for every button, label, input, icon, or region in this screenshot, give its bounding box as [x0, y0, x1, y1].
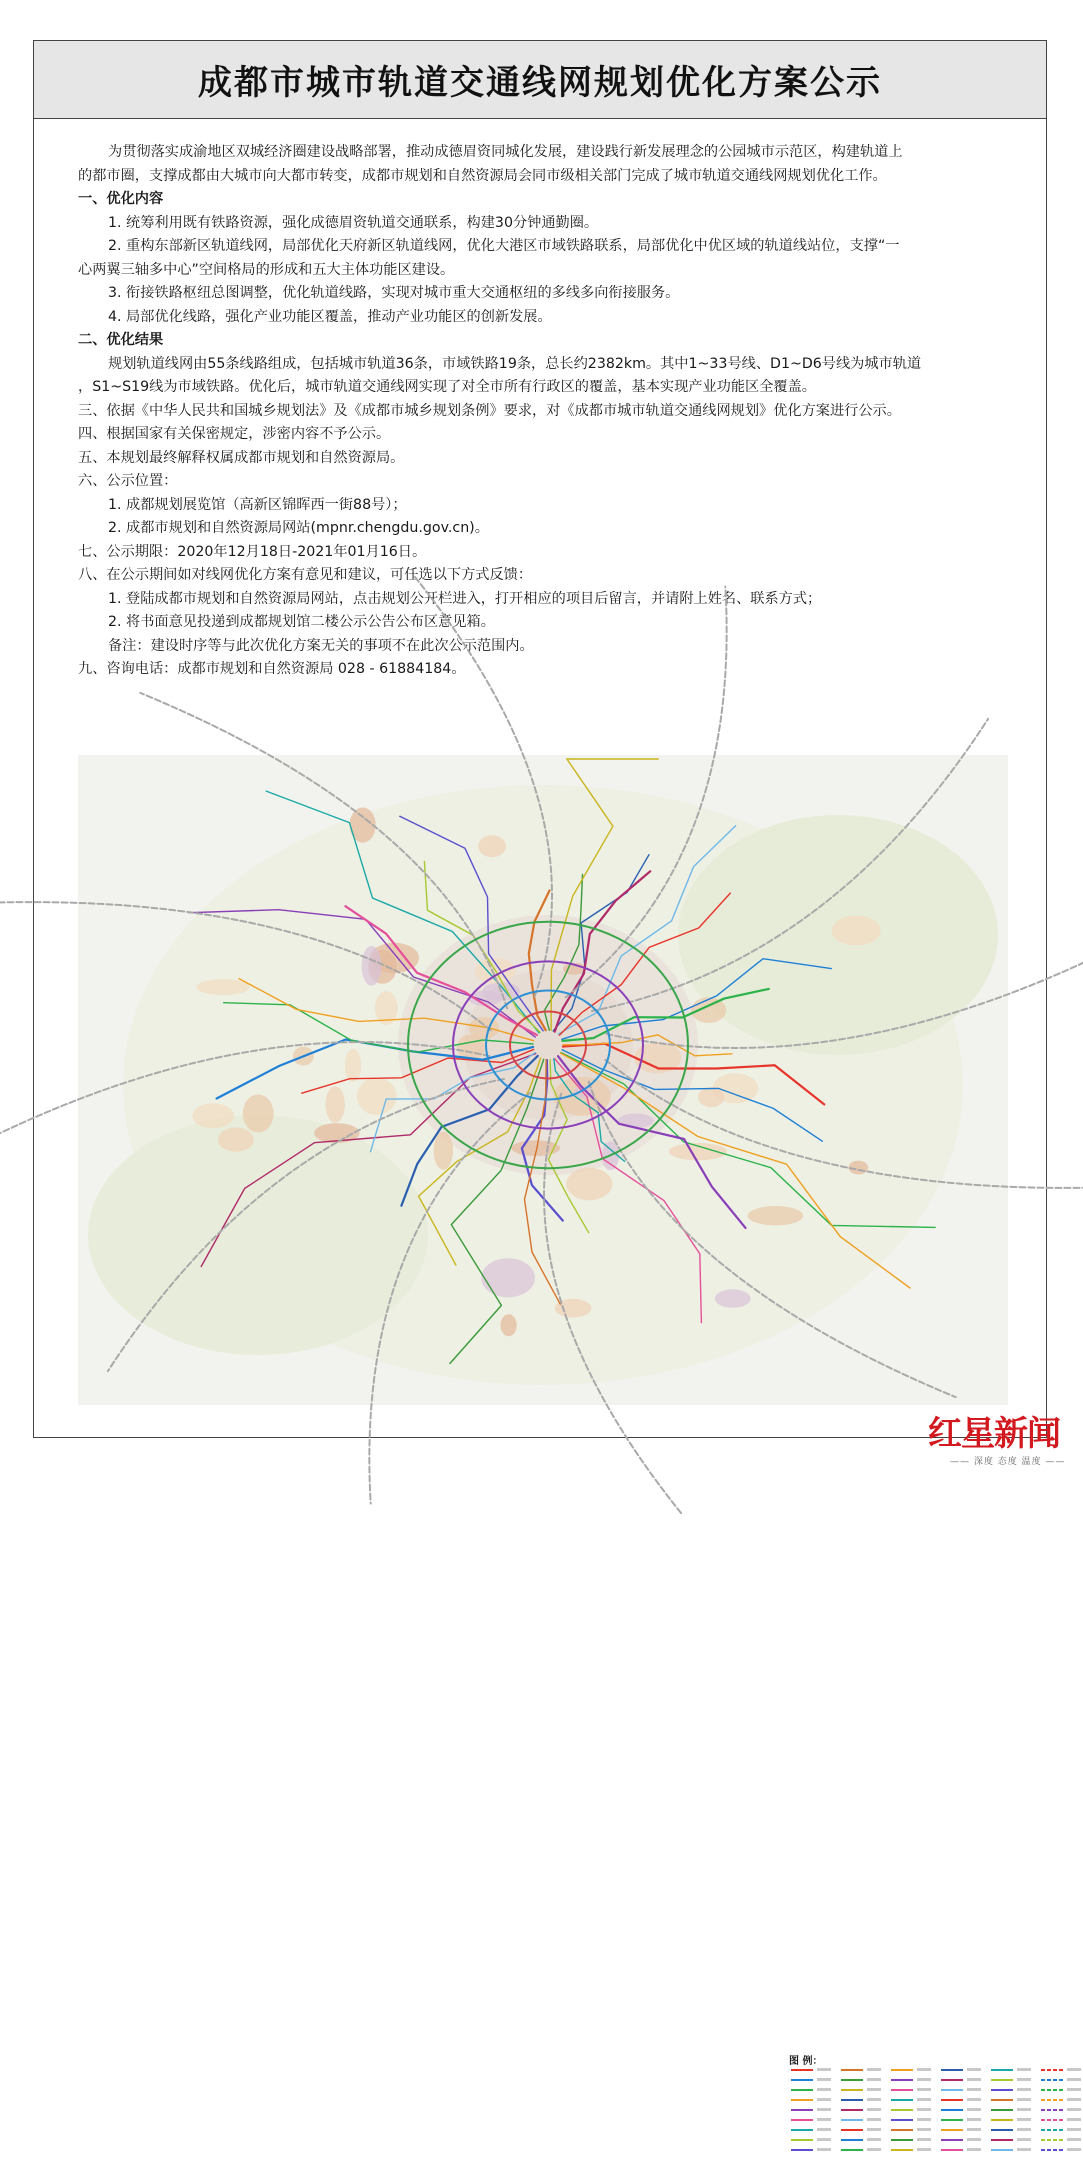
legend-label-placeholder: [967, 2128, 981, 2131]
legend-label-placeholder: [917, 2108, 931, 2111]
section-1-item: 4. 局部优化线路，强化产业功能区覆盖，推动产业功能区的创新发展。: [108, 308, 552, 325]
legend-label-placeholder: [1067, 2138, 1081, 2141]
legend-label-placeholder: [1017, 2078, 1031, 2081]
district-area: [715, 1289, 751, 1308]
section-1-item-continued: 心两翼三轴多中心”空间格局的形成和五大主体功能区建设。: [78, 261, 455, 278]
map-legend: [783, 2050, 1083, 2162]
legend-label-placeholder: [867, 2118, 881, 2121]
legend-label-placeholder: [917, 2118, 931, 2121]
legend-label-placeholder: [1067, 2108, 1081, 2111]
legend-label-placeholder: [1017, 2098, 1031, 2101]
legend-label-placeholder: [1017, 2068, 1031, 2071]
legend-label-placeholder: [867, 2128, 881, 2131]
legend-label-placeholder: [967, 2078, 981, 2081]
legend-label-placeholder: [967, 2118, 981, 2121]
legend-label-placeholder: [1017, 2128, 1031, 2131]
legend-label-placeholder: [817, 2128, 831, 2131]
legend-label-placeholder: [967, 2108, 981, 2111]
legend-label-placeholder: [1017, 2138, 1031, 2141]
legend-label-placeholder: [917, 2098, 931, 2101]
district-area: [832, 916, 881, 946]
legend-label-placeholder: [867, 2148, 881, 2151]
district-area: [357, 1078, 397, 1115]
section-4: 四、根据国家有关保密规定，涉密内容不予公示。: [78, 426, 391, 442]
legend-label-placeholder: [817, 2098, 831, 2101]
district-area: [500, 1314, 516, 1336]
legend-label-placeholder: [917, 2138, 931, 2141]
section-1-item: 1. 统筹利用既有铁路资源，强化成德眉资轨道交通联系，构建30分钟通勤圈。: [108, 214, 599, 231]
section-6-item: 2. 成都市规划和自然资源局网站(mpnr.chengdu.gov.cn)。: [108, 520, 489, 536]
district-area: [434, 1132, 454, 1170]
legend-label-placeholder: [867, 2078, 881, 2081]
legend-label-placeholder: [1067, 2128, 1081, 2131]
brand-logo: 红星新闻: [928, 1414, 1060, 1454]
brand-watermark: [922, 1406, 1072, 1466]
district-area: [481, 1258, 535, 1297]
district-area: [362, 946, 382, 986]
legend-label-placeholder: [867, 2108, 881, 2111]
rail-network-map-graphic: [78, 755, 1008, 1405]
legend-label-placeholder: [817, 2068, 831, 2071]
legend-label-placeholder: [817, 2108, 831, 2111]
legend-label-placeholder: [917, 2068, 931, 2071]
section-3: 三、依据《中华人民共和国城乡规划法》及《成都市城乡规划条例》要求，对《成都市城市轨道交通线网规划》优化方案进行公示。: [78, 402, 901, 419]
legend-label-placeholder: [917, 2148, 931, 2151]
intro-line-2: 的都市圈，支撑成都由大城市向大都市转变，成都市规划和自然资源局会同市级相关部门完成了城市轨道交通线网规划优化工作。: [78, 167, 887, 184]
legend-label-placeholder: [867, 2138, 881, 2141]
legend-title: 图 例：: [789, 2056, 823, 2067]
legend-label-placeholder: [1017, 2108, 1031, 2111]
legend-label-placeholder: [817, 2088, 831, 2091]
legend-label-placeholder: [867, 2098, 881, 2101]
legend-label-placeholder: [867, 2088, 881, 2091]
section-1-item: 3. 衔接铁路枢纽总图调整，优化轨道线路，实现对城市重大交通枢纽的多线多向衔接服务。: [108, 285, 680, 301]
legend-label-placeholder: [817, 2138, 831, 2141]
legend-label-placeholder: [967, 2098, 981, 2101]
legend-label-placeholder: [1017, 2148, 1031, 2151]
section-1-heading: 一、优化内容: [78, 191, 164, 207]
notice-body: [34, 119, 1046, 682]
legend-label-placeholder: [967, 2088, 981, 2091]
section-8-item: 2. 将书面意见投递到成都规划馆二楼公示公告公布区意见箱。: [108, 614, 495, 630]
legend-label-placeholder: [1017, 2118, 1031, 2121]
district-area: [192, 1103, 234, 1128]
section-5: 五、本规划最终解释权属成都市规划和自然资源局。: [78, 449, 405, 466]
legend-label-placeholder: [817, 2148, 831, 2151]
legend-label-placeholder: [1067, 2088, 1081, 2091]
section-8-heading: 八、在公示期间如对线网优化方案有意见和建议，可任选以下方式反馈：: [78, 567, 533, 583]
page-title: 成都市城市轨道交通线网规划优化方案公示: [198, 63, 882, 103]
district-area: [218, 1128, 254, 1152]
legend-label-placeholder: [1017, 2088, 1031, 2091]
legend-label-placeholder: [917, 2128, 931, 2131]
legend-swatches: [783, 2050, 1083, 2162]
district-area: [196, 979, 249, 995]
section-1-item: 2. 重构东部新区轨道线网，局部优化天府新区轨道线网，优化大港区市域铁路联系，局部优化中优区域的轨道线站位，支撑“一: [108, 238, 900, 254]
district-area: [325, 1086, 344, 1123]
section-2-heading: 二、优化结果: [78, 332, 164, 348]
section-2-line: 规划轨道线网由55条线路组成，包括城市轨道36条，市域铁路19条，总长约2382km。其中1~33号线、D1~D6号线为城市轨道: [108, 355, 922, 372]
section-6-heading: 六、公示位置：: [78, 473, 178, 489]
title-bar: [34, 41, 1046, 119]
legend-label-placeholder: [967, 2148, 981, 2151]
legend-label-placeholder: [1067, 2098, 1081, 2101]
legend-label-placeholder: [967, 2138, 981, 2141]
district-area: [243, 1094, 274, 1132]
legend-label-placeholder: [967, 2068, 981, 2071]
district-area: [345, 1049, 361, 1082]
district-area: [478, 835, 506, 857]
brand-slogan: —— 深度 态度 温度 ——: [950, 1457, 1066, 1467]
section-6-item: 1. 成都规划展览馆（高新区锦晖西一街88号）；: [108, 496, 407, 513]
section-8-note: 备注：建设时序等与此次优化方案无关的事项不在此次公示范围内。: [108, 637, 534, 654]
legend-label-placeholder: [867, 2068, 881, 2071]
legend-label-placeholder: [817, 2078, 831, 2081]
district-area: [748, 1206, 803, 1225]
district-area: [698, 1087, 724, 1107]
section-8-item: 1. 登陆成都市规划和自然资源局网站，点击规划公开栏进入，打开相应的项目后留言，并请附上姓名、联系方式；: [108, 590, 822, 607]
legend-label-placeholder: [1067, 2078, 1081, 2081]
legend-label-placeholder: [917, 2088, 931, 2091]
section-9: 九、咨询电话：成都市规划和自然资源局 028 - 61884184。: [78, 661, 466, 677]
legend-label-placeholder: [1067, 2068, 1081, 2071]
legend-label-placeholder: [817, 2118, 831, 2121]
section-2-line: ，S1~S19线为市域铁路。优化后，城市轨道交通线网实现了对全市所有行政区的覆盖，基本实现产业功能区全覆盖。: [78, 379, 816, 395]
legend-label-placeholder: [1067, 2148, 1081, 2151]
legend-label-placeholder: [917, 2078, 931, 2081]
intro-line-1: 为贯彻落实成渝地区双城经济圈建设战略部署，推动成德眉资同城化发展，建设践行新发展理念的公园城市示范区，构建轨道上: [108, 144, 903, 160]
district-area: [566, 1168, 612, 1201]
legend-label-placeholder: [1067, 2118, 1081, 2121]
section-7: 七、公示期限：2020年12月18日-2021年01月16日。: [78, 543, 427, 560]
